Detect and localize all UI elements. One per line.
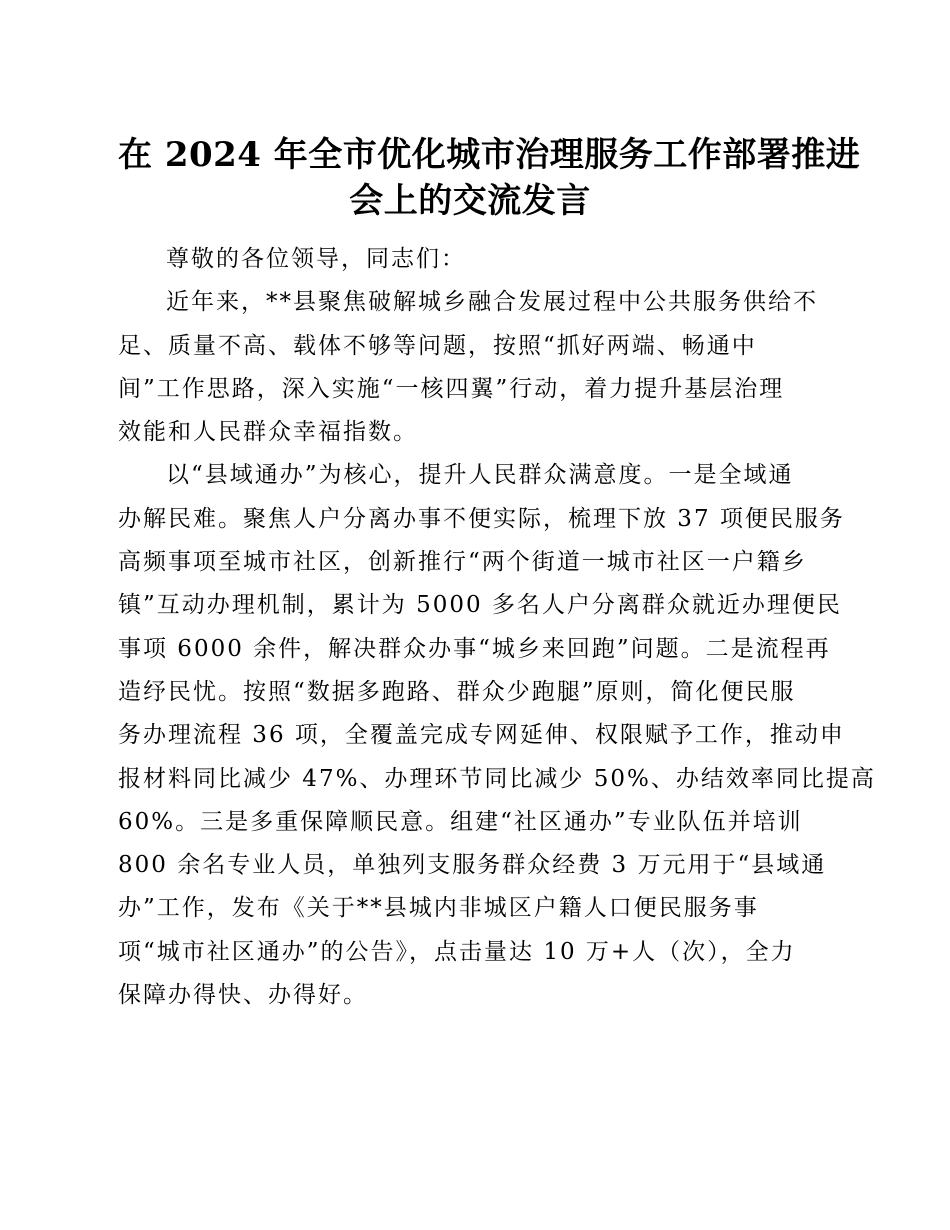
main-line: 镇”互动办理机制，累计为 5000 多名人户分离群众就近办理便民 — [118, 592, 842, 619]
salutation-paragraph — [118, 238, 822, 281]
title-line-1: 在 2024 年全市优化城市治理服务工作部署推进 — [118, 135, 861, 175]
main-line: 60%。三是多重保障顺民意。组建“社区通办”专业队伍并培训 — [118, 808, 803, 835]
intro-line: 近年来，**县聚焦破解城乡融合发展过程中公共服务供给不 — [166, 289, 818, 316]
main-line: 务办理流程 36 项，全覆盖完成专网延伸、权限赋予工作，推动申 — [118, 722, 845, 749]
document-title — [118, 132, 861, 224]
intro-paragraph — [118, 281, 822, 454]
main-line: 以“县域通办”为核心，提升人民群众满意度。一是全域通 — [166, 462, 794, 489]
intro-line: 间”工作思路，深入实施“一核四翼”行动，着力提升基层治理 — [118, 375, 785, 402]
main-line: 事项 6000 余件，解决群众办事“城乡来回跑”问题。二是流程再 — [118, 635, 831, 662]
intro-line: 足、质量不高、载体不够等问题，按照“抓好两端、畅通中 — [118, 332, 757, 359]
main-line: 办解民难。聚焦人户分离办事不便实际，梳理下放 37 项便民服务 — [118, 505, 845, 532]
salutation-line: 尊敬的各位领导，同志们： — [166, 246, 466, 272]
main-line: 高频事项至城市社区，创新推行“两个街道一城市社区一户籍乡 — [118, 549, 807, 576]
main-line: 800 余名专业人员，单独列支服务群众经费 3 万元用于“县域通 — [118, 852, 827, 879]
intro-line: 效能和人民群众幸福指数。 — [118, 419, 418, 446]
main-line: 办”工作，发布《关于**县城内非城区户籍人口便民服务事 — [118, 895, 759, 922]
main-line: 造纾民忧。按照“数据多跑路、群众少跑腿”原则，简化便民服 — [118, 678, 796, 705]
main-paragraph — [118, 454, 876, 1017]
title-line-2: 会上的交流发言 — [349, 181, 591, 221]
main-line: 项“城市社区通办”的公告》，点击量达 10 万+人（次），全力 — [118, 938, 796, 965]
document-body — [118, 238, 876, 1017]
main-line: 保障办得快、办得好。 — [118, 982, 368, 1009]
main-line: 报材料同比减少 47%、办理环节同比减少 50%、办结效率同比提高 — [118, 765, 876, 792]
